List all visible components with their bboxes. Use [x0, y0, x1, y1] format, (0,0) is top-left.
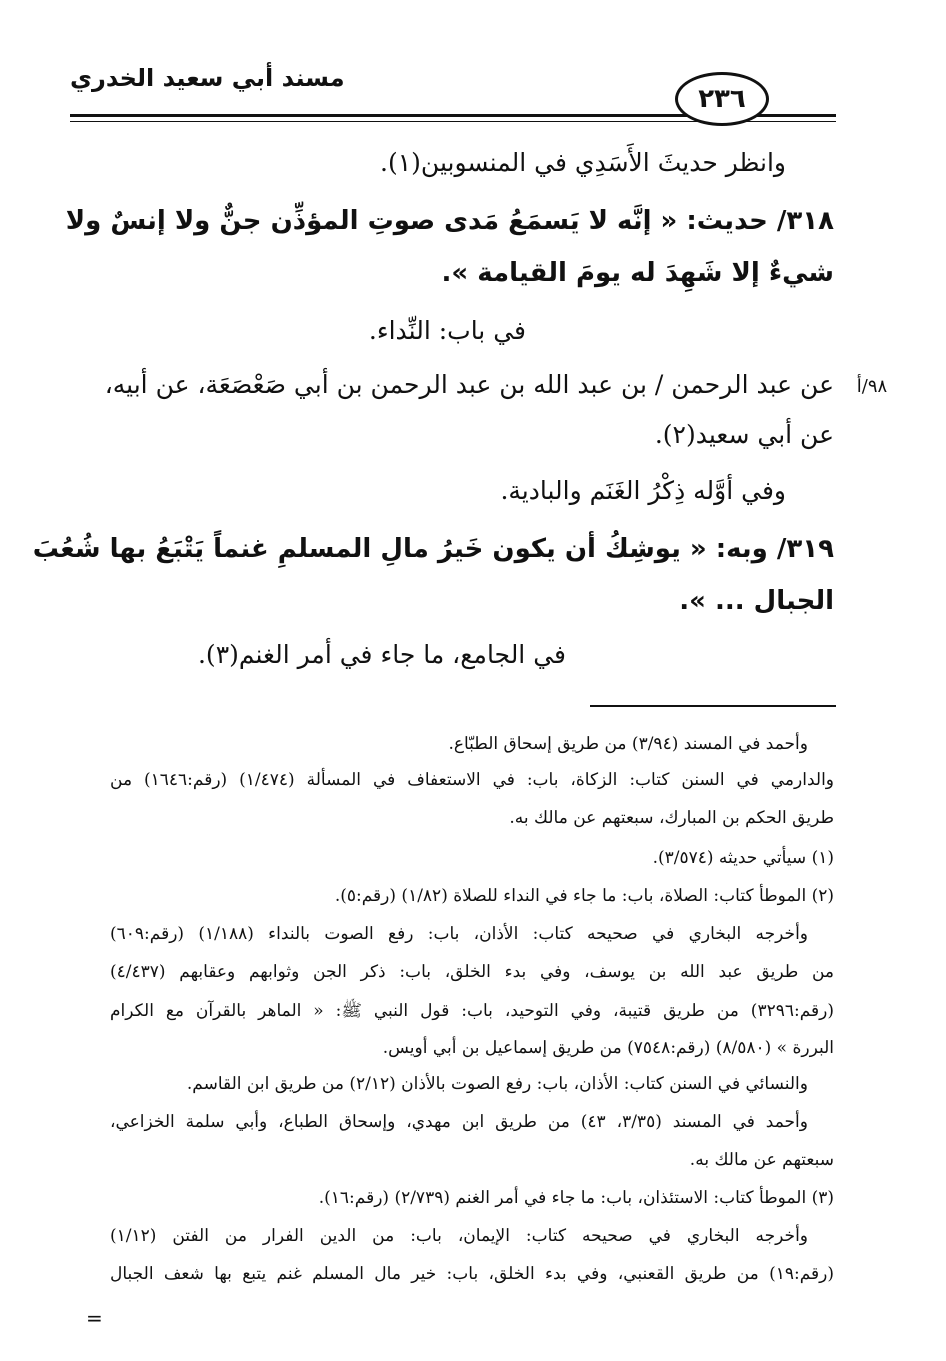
chapter-reference-nida: في باب: النِّداء.: [368, 316, 526, 345]
footnote-continuation-darimi-2: طريق الحكم بن المبارك، سبعتهم عن مالك به.: [509, 808, 834, 828]
hadith-318-line-2: شيءٌ إلا شَهِدَ له يومَ القيامة ».: [441, 258, 834, 288]
running-header-title: مسند أبي سعيد الخدري: [70, 64, 345, 92]
hadith-318-line-1: ٣١٨/ حديث: « إنَّه لا يَسمَعُ مَدى صوتِ المؤذِّن جنٌّ ولا إنسٌ ولا: [65, 206, 834, 236]
footnote-continuation-darimi-1: والدارمي في السنن كتاب: الزكاة، باب: في الاستعفاف في المسألة (١/٤٧٤) (رقم:١٦٤٦) من: [110, 770, 835, 790]
footnote-separator: [590, 705, 836, 707]
footnote-continuation-ahmad: وأحمد في المسند (٣/٩٤) من طريق إسحاق الطبّاع.: [448, 734, 808, 754]
footnote-2-bukhari-3: (رقم:٣٢٩٦) من طريق قتيبة، وفي التوحيد، باب: قول النبي ﷺ: « الماهر بالقرآن مع الكرام: [110, 1001, 834, 1021]
continuation-mark: =: [86, 1306, 103, 1330]
note-awwal: وفي أوَّله ذِكْرُ الغَنَم والبادية.: [500, 476, 786, 505]
footnote-2: (٢) الموطأ كتاب: الصلاة، باب: ما جاء في النداء للصلاة (١/٨٢) (رقم:٥).: [334, 886, 834, 906]
isnad-line-1: عن عبد الرحمن / بن عبد الله بن عبد الرحمن بن أبي صَعْصَعَة، عن أبيه،: [104, 370, 834, 399]
footnote-2-bukhari-1: وأخرجه البخاري في صحيحه كتاب: الأذان، باب: رفع الصوت بالنداء (١/١٨٨) (رقم:٦٠٩): [110, 924, 809, 944]
footnote-3: (٣) الموطأ كتاب: الاستئذان، باب: ما جاء في أمر الغنم (٢/٧٣٩) (رقم:١٦).: [318, 1188, 834, 1208]
footnote-3-bukhari-2: (رقم:١٩) من طريق القعنبي، وفي بدء الخلق، باب: خير مال المسلم غنم يتبع بها شعف الجبال: [110, 1264, 834, 1284]
footnote-2-bukhari-2: من طريق عبد الله بن يوسف، وفي بدء الخلق، باب: ذكر الجن وثوابهم وعقابهم (٤/٤٣٧): [110, 962, 834, 982]
footnote-2-nasai: والنسائي في السنن كتاب: الأذان، باب: رفع الصوت بالأذان (٢/١٢) من طريق ابن القاسم.: [186, 1074, 808, 1094]
footnote-3-bukhari-1: وأخرجه البخاري في صحيحه كتاب: الإيمان، باب: من الدين الفرار من الفتن (١/١٢): [110, 1226, 808, 1246]
hadith-319-line-2: الجبال ... ».: [679, 586, 834, 616]
chapter-reference-jami: في الجامع، ما جاء في أمر الغنم(٣).: [197, 640, 566, 669]
cross-reference-line: وانظر حديثَ الأَسَدِي في المنسوبين(١).: [380, 148, 786, 177]
page-number: ٢٣٦: [675, 72, 769, 126]
footnote-2-ahmad-2: سبعتهم عن مالك به.: [689, 1150, 834, 1170]
manuscript-folio-note: ٩٨/أ: [856, 376, 888, 397]
hadith-319-line-1: ٣١٩/ وبه: « يوشِكُ أن يكون خَيرُ مالِ المسلمِ غنماً يَتْبَعُ بها شُعُبَ: [32, 534, 834, 564]
isnad-line-2: عن أبي سعيد(٢).: [654, 420, 834, 449]
footnote-2-ahmad-1: وأحمد في المسند (٣/٣٥، ٤٣) من طريق ابن مهدي، وإسحاق الطباع، وأبي سلمة الخزاعي،: [110, 1112, 808, 1132]
footnote-1: (١) سيأتي حديثه (٣/٥٧٤).: [652, 848, 834, 868]
footnote-2-bukhari-4: البررة » (٨/٥٨٠) (رقم:٧٥٤٨) من طريق إسماعيل بن أبي أويس.: [382, 1038, 834, 1058]
